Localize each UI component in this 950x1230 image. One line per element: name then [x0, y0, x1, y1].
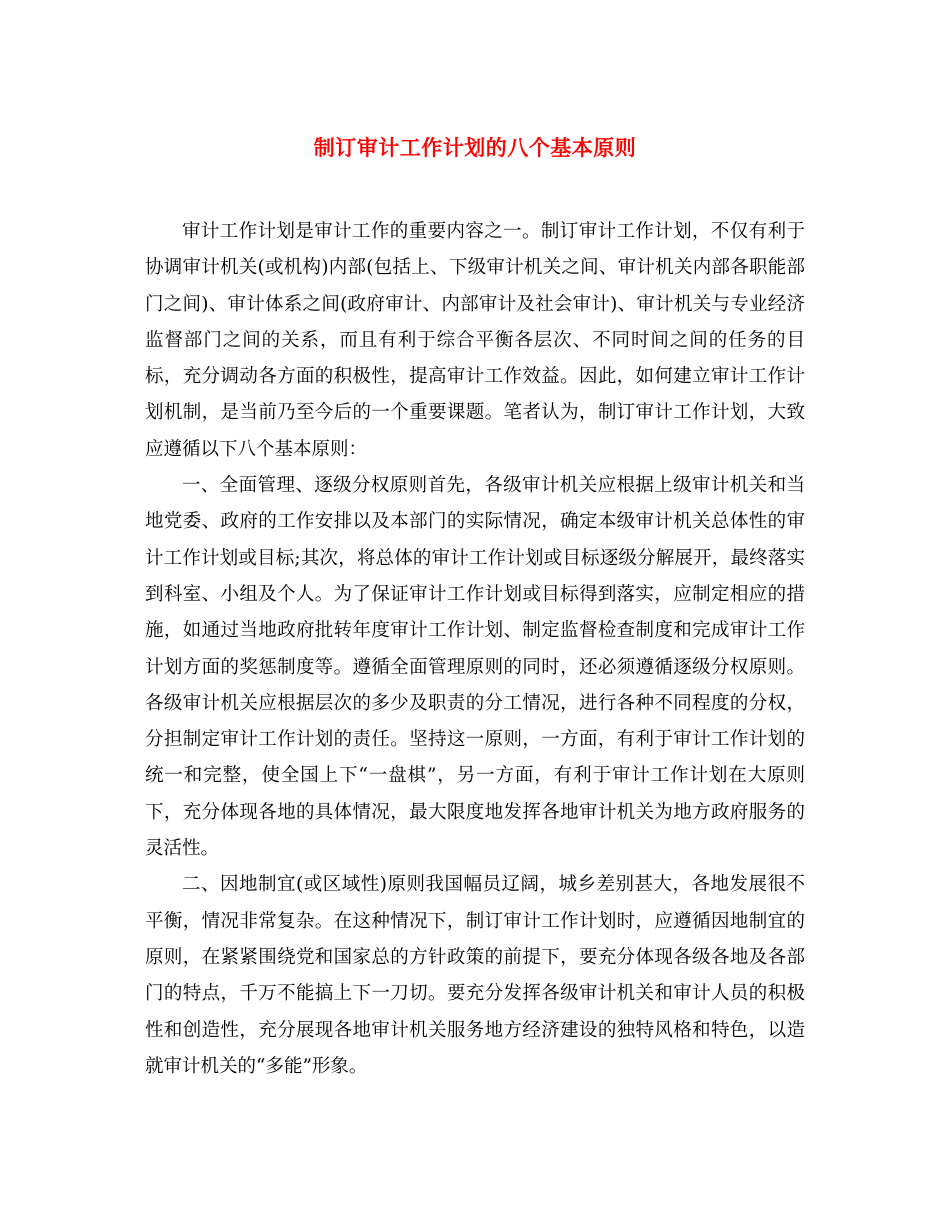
document-title: 制订审计工作计划的八个基本原则	[313, 135, 637, 160]
paragraph-principle-1: 一、全面管理、逐级分权原则首先，各级审计机关应根据上级审计机关和当地党委、政府的工作安排以及本部门的实际情况，确定本级审计机关总体性的审计工作计划或目标;其次，将总体的审计工作计划或目标逐级分解展开，最终落实到科室、小组及个人。为了保证审计工作计划或目标得到落实，应制定相应的措施，如通过当地政府批转年度审计工作计划、制定监督检查制度和完成审计工作计划方面的奖惩制度等。遵循全面管理原则的同时，还必须遵循逐级分权原则。各级审计机关应根据层次的多少及职责的分工情况，进行各种不同程度的分权，分担制定审计工作计划的责任。坚持这一原则，一方面，有利于审计工作计划的统一和完整，使全国上下“一盘棋”，另一方面，有利于审计工作计划在大原则下，充分体现各地的具体情况，最大限度地发挥各地审计机关为地方政府服务的灵活性。	[145, 475, 805, 860]
document-body	[145, 214, 805, 1085]
paragraph-principle-2: 二、因地制宜(或区域性)原则我国幅员辽阔，城乡差别甚大，各地发展很不平衡，情况非常复杂。在这种情况下，制订审计工作计划时，应遵循因地制宜的原则，在紧紧围绕党和国家总的方针政策的前提下，要充分体现各级各地及各部门的特点，千万不能搞上下一刀切。要充分发挥各级审计机关和审计人员的积极性和创造性，充分展现各地审计机关服务地方经济建设的独特风格和特色，以造就审计机关的“多能”形象。	[145, 874, 805, 1077]
paragraph-intro: 审计工作计划是审计工作的重要内容之一。制订审计工作计划，不仅有利于协调审计机关(或机构)内部(包括上、下级审计机关之间、审计机关内部各职能部门之间)、审计体系之间(政府审计、内部审计及社会审计)、审计机关与专业经济监督部门之间的关系，而且有利于综合平衡各层次、不同时间之间的任务的目标，充分调动各方面的积极性，提高审计工作效益。因此，如何建立审计工作计划机制，是当前乃至今后的一个重要课题。笔者认为，制订审计工作计划，大致应遵循以下八个基本原则：	[145, 221, 805, 460]
